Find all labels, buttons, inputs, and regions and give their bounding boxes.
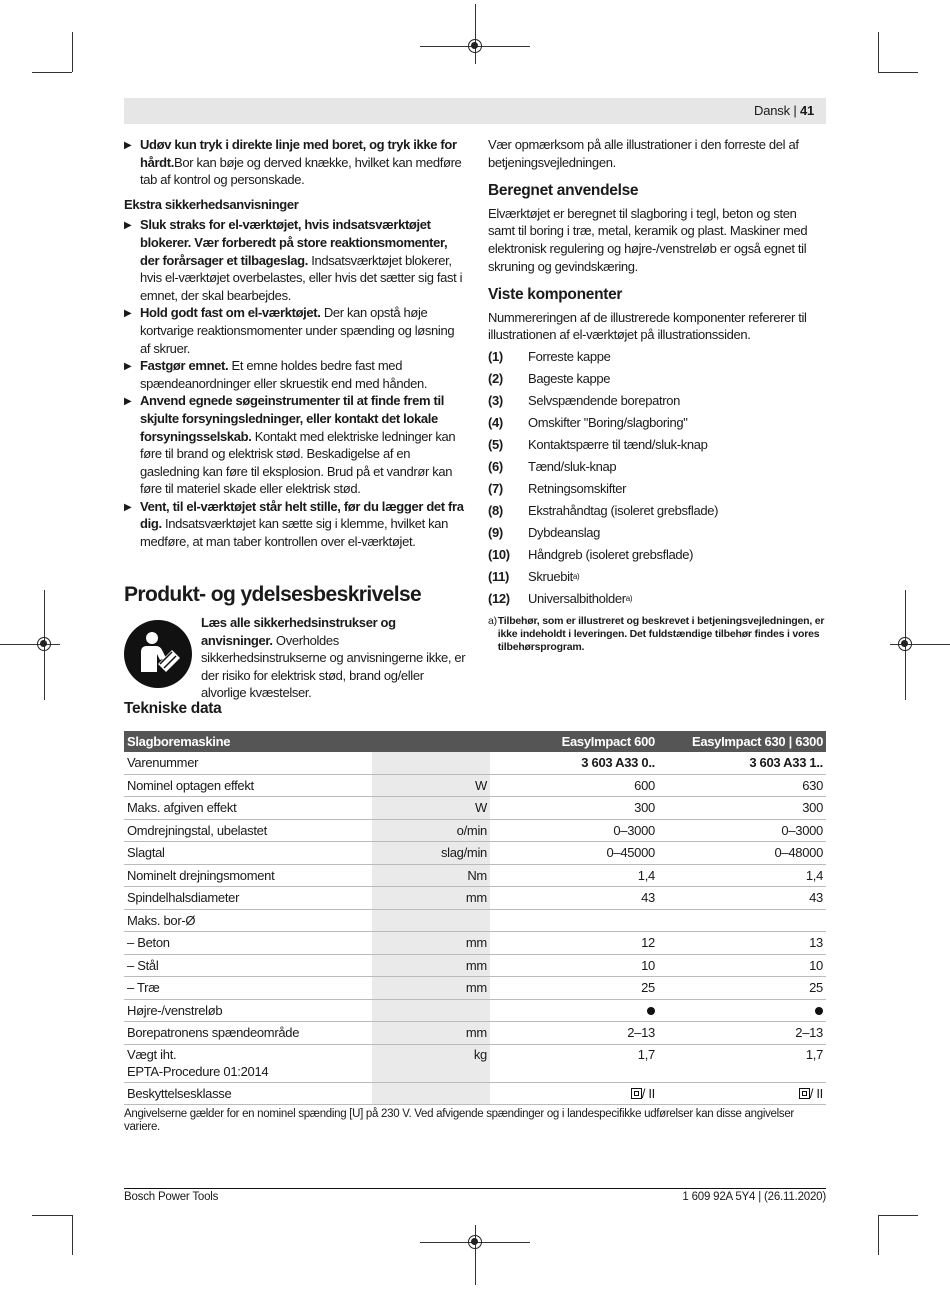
table-cell: 1,7: [658, 1044, 826, 1082]
table-cell: 43: [490, 887, 658, 910]
table-cell: 630: [658, 774, 826, 797]
table-cell: 2–13: [490, 1022, 658, 1045]
bullet-bold: Hold godt fast om el-værktøjet.: [140, 305, 321, 321]
table-cell: mm: [372, 1022, 490, 1045]
list-item: [488, 346, 826, 368]
list-item: (11) Skruebit a): [488, 569, 580, 585]
crop-mark: [72, 1215, 73, 1255]
row-label-2: EPTA-Procedure 01:2014: [127, 1063, 269, 1079]
table-row: [124, 752, 826, 774]
footnote-key: a): [488, 614, 497, 627]
safety-bullet: [124, 136, 466, 189]
bullet-text: Indsatsværktøjet kan sætte sig i klemme, hvilket kan medføre, at man taber kontrollen over el-værktøjet.: [140, 516, 449, 550]
crop-mark: [32, 72, 72, 73]
list-item: [488, 434, 826, 456]
table-cell: 10: [658, 954, 826, 977]
crop-mark: [0, 644, 60, 645]
page-header: [754, 103, 814, 118]
component-number: (10): [488, 547, 510, 563]
bullet-text: Et emne holdes bedre fast med spændeanordninger eller skruestik end med hånden.: [140, 358, 428, 391]
table-row: [124, 842, 826, 865]
crop-mark: [475, 4, 476, 64]
table-row: [124, 932, 826, 955]
component-number: (4): [488, 415, 503, 431]
table-row: [124, 774, 826, 797]
component-label: Skruebit: [528, 569, 573, 585]
table-cell: Nominelt drejningsmoment: [124, 864, 372, 887]
table-cell: 600: [490, 774, 658, 797]
table-cell: 300: [658, 797, 826, 820]
intended-use-text: Elværktøjet er beregnet til slagboring i tegl, beton og sten samt til boring i træ, metal, keramik og plast. Maskiner med elektronisk regulering og højre-/venstreløb er også egnet til skruning og gevindskæring.: [488, 205, 808, 274]
components-title: Viste komponenter: [488, 286, 623, 304]
component-label: Selvspændende borepatron: [528, 393, 681, 409]
intended-use-title: Beregnet anvendelse: [488, 182, 639, 200]
table-cell: – Beton: [124, 932, 372, 955]
table-cell: [658, 909, 826, 932]
table-cell: Nm: [372, 864, 490, 887]
table-cell: [372, 999, 490, 1022]
component-label: Forreste kappe: [528, 349, 611, 365]
component-label: Retningsomskifter: [528, 481, 627, 497]
bullet-dot-icon: [647, 1007, 655, 1015]
bullet-dot-icon: [815, 1007, 823, 1015]
table-row: [124, 864, 826, 887]
tech-data-title: Tekniske data: [124, 700, 222, 717]
components-intro: Nummereringen af de illustrerede komponenter refererer til illustrationen af el-værktøjet på illustrationssiden.: [488, 309, 807, 343]
component-label: Omskifter "Boring/slagboring": [528, 415, 688, 431]
table-cell: W: [372, 797, 490, 820]
table-header: EasyImpact 630 | 6300: [658, 731, 826, 752]
right-column: [488, 136, 826, 654]
protection-class-icon: [799, 1088, 810, 1099]
table-cell: 0–45000: [490, 842, 658, 865]
footer-brand: Bosch Power Tools: [124, 1191, 219, 1203]
list-item: [488, 544, 826, 566]
table-cell: Beskyttelsesklasse: [124, 1082, 372, 1105]
table-cell: 0–3000: [658, 819, 826, 842]
component-number: (3): [488, 393, 503, 409]
table-header-row: [124, 731, 826, 752]
safety-bullet: [124, 304, 466, 357]
bullet-text: Der kan opstå høje kortvarige reaktionsmomenter under spænding og løsning af skruer.: [140, 305, 455, 356]
table-cell: 43: [658, 887, 826, 910]
table-cell: Maks. afgiven effekt: [124, 797, 372, 820]
crop-mark: [32, 1215, 72, 1216]
table-cell: 1,4: [658, 864, 826, 887]
table-cell: 13: [658, 932, 826, 955]
component-number: (9): [488, 525, 503, 541]
safety-bullet: [124, 357, 466, 392]
table-cell: – Stål: [124, 954, 372, 977]
component-number: (7): [488, 481, 503, 497]
component-label: Kontaktspærre til tænd/sluk-knap: [528, 437, 708, 453]
table-cell: 12: [490, 932, 658, 955]
components-footnote: [488, 615, 826, 654]
safety-bullet: [124, 498, 466, 551]
protection-class-icon: [631, 1088, 642, 1099]
component-number: (1): [488, 349, 503, 365]
table-cell: [124, 1044, 372, 1082]
table-cell: o/min: [372, 819, 490, 842]
bullet-text: Indsatsværktøjet blokerer, hvis el-værktøjet overbelastes, eller hvis det sætter sig fast i emnet, der skal bearbejdes.: [140, 252, 463, 303]
table-cell: Højre-/venstreløb: [124, 999, 372, 1022]
table-cell: – Træ: [124, 977, 372, 1000]
footnote-text: Tilbehør, som er illustreret og beskrevet i betjeningsvejledningen, er ikke indeholdt i leveringen. Det fuldstændige tilbehør findes i vores tilbehørsprogram.: [497, 614, 825, 653]
table-cell: Nominel optagen effekt: [124, 774, 372, 797]
table-cell: Omdrejningstal, ubelastet: [124, 819, 372, 842]
table-header: EasyImpact 600: [490, 731, 658, 752]
safety-bullet: [124, 392, 466, 498]
bullet-bold: Anvend egnede søgeinstrumenter til at finde frem til skjulte forsyningsledninger, eller kontakt det lokale forsyningsselskab.: [140, 393, 444, 444]
component-label: Dybdeanslag: [528, 525, 601, 541]
table-cell: Varenummer: [124, 752, 372, 774]
table-cell: Borepatronens spændeområde: [124, 1022, 372, 1045]
list-item: (12) Universalbitholder a): [488, 591, 633, 607]
component-number: (6): [488, 459, 503, 475]
table-row: [124, 797, 826, 820]
table-cell: Slagtal: [124, 842, 372, 865]
table-cell: 1,7: [490, 1044, 658, 1082]
bullet-text: Kontakt med elektriske ledninger kan føre til brand og elektrisk stød. Beskadigelse af en gasledning kan føre til eksplosion. Brud på et vandrør kan føre til materiel skade eller elektrisk stød.: [140, 428, 456, 497]
crop-mark: [878, 1215, 879, 1255]
table-row: [124, 1022, 826, 1045]
component-label: Universalbitholder: [528, 591, 626, 607]
registration-mark-icon: [898, 637, 912, 651]
component-number: (5): [488, 437, 503, 453]
table-cell: mm: [372, 977, 490, 1000]
table-row: [124, 1082, 826, 1105]
table-row: [124, 819, 826, 842]
row-label: Vægt iht.: [127, 1046, 177, 1062]
table-cell: 25: [490, 977, 658, 1000]
tech-data-table: [124, 731, 826, 1105]
component-number: (11): [488, 569, 510, 585]
table-cell: W: [372, 774, 490, 797]
left-column: [124, 136, 466, 551]
table-row: [124, 909, 826, 932]
table-cell: [372, 1082, 490, 1105]
table-cell: [372, 752, 490, 774]
table-row: [124, 954, 826, 977]
tech-rows: [124, 752, 826, 1044]
table-cell: [372, 909, 490, 932]
table-cell: 3 603 A33 0..: [490, 752, 658, 774]
footer-doc-id: 1 609 92A 5Y4 | (26.11.2020): [682, 1191, 826, 1203]
registration-mark-icon: [468, 1235, 482, 1249]
table-cell: 2–13: [658, 1022, 826, 1045]
table-header: [372, 731, 490, 752]
crop-mark: [475, 1225, 476, 1285]
table-cell: 0–3000: [490, 819, 658, 842]
table-cell: slag/min: [372, 842, 490, 865]
table-cell: mm: [372, 887, 490, 910]
header-language: Dansk: [754, 103, 790, 118]
list-item: [488, 390, 826, 412]
list-item: [488, 522, 826, 544]
bullet-bold: Fastgør emnet.: [140, 358, 229, 374]
component-label: Bageste kappe: [528, 371, 611, 387]
bullet-bold: Udøv kun tryk i direkte linje med boret, og tryk ikke for hårdt.: [140, 137, 457, 170]
table-cell: mm: [372, 954, 490, 977]
intro-text: Vær opmærksom på alle illustrationer i den forreste del af betjeningsvejledningen.: [488, 137, 799, 170]
crop-mark: [878, 72, 918, 73]
list-item: [488, 478, 826, 500]
list-item: [488, 456, 826, 478]
warning-bold: Læs alle sikkerhedsinstrukser og anvisninger.: [201, 615, 396, 648]
crop-mark: [878, 1215, 918, 1216]
footer-divider: [124, 1188, 826, 1189]
registration-mark-icon: [468, 39, 482, 53]
protection-value: / II: [641, 1085, 655, 1101]
table-row: [124, 887, 826, 910]
table-note: Angivelserne gælder for en nominel spænding [U] på 230 V. Ved afvigende spændinger og i landespecifikke udførelser kan disse angivelser variere.: [124, 1108, 794, 1133]
table-cell: [490, 999, 658, 1022]
component-label: Håndgreb (isoleret grebsflade): [528, 547, 694, 563]
table-cell: 300: [490, 797, 658, 820]
table-cell: [490, 909, 658, 932]
table-row: [124, 999, 826, 1022]
component-label: Tænd/sluk-knap: [528, 459, 617, 475]
table-cell: [658, 999, 826, 1022]
table-cell: 3 603 A33 1..: [658, 752, 826, 774]
table-cell: kg: [372, 1044, 490, 1082]
component-number: (2): [488, 371, 503, 387]
component-label: Ekstrahåndtag (isoleret grebsflade): [528, 503, 719, 519]
components-list: [488, 346, 826, 610]
component-number: (12): [488, 591, 510, 607]
header-bar: [124, 98, 826, 124]
protection-value: / II: [809, 1085, 823, 1101]
list-item: [488, 500, 826, 522]
safety-bullet: [124, 216, 466, 304]
component-number: (8): [488, 503, 503, 519]
table-cell: [490, 1082, 658, 1105]
table-cell: 1,4: [490, 864, 658, 887]
bullet-text: Bor kan bøje og derved knække, hvilket kan medføre tab af kontrol og personskade.: [140, 154, 462, 188]
bullet-bold: Sluk straks for el-værktøjet, hvis indsatsværktøjet blokerer. Vær forberedt på store reaktionsmomenter, der forårsager et tilbageslag.: [140, 217, 448, 268]
table-row: [124, 1044, 826, 1082]
subheading: Ekstra sikkerhedsanvisninger: [124, 196, 299, 212]
list-item: [488, 368, 826, 390]
table-cell: [658, 1082, 826, 1105]
bullet-bold: Vent, til el-værktøjet står helt stille, før du lægger det fra dig.: [140, 498, 464, 532]
list-item: [488, 412, 826, 434]
table-cell: Maks. bor-Ø: [124, 909, 372, 932]
table-cell: Spindelhalsdiameter: [124, 887, 372, 910]
registration-mark-icon: [37, 637, 51, 651]
page-number: 41: [799, 103, 814, 118]
table-cell: mm: [372, 932, 490, 955]
section-title: Produkt- og ydelsesbeskrivelse: [124, 583, 422, 606]
table-cell: 0–48000: [658, 842, 826, 865]
warning-text: [201, 614, 466, 702]
crop-mark: [72, 32, 73, 72]
table-cell: 25: [658, 977, 826, 1000]
crop-mark: [878, 32, 879, 72]
table-row: [124, 977, 826, 1000]
warning-body: Overholdes sikkerhedsinstrukserne og anvisningerne ikke, er der risiko for elektrisk stød, brand og/eller alvorlige kvæstelser.: [201, 632, 466, 701]
table-cell: 10: [490, 954, 658, 977]
header-separator: |: [793, 103, 797, 118]
read-manual-icon: [124, 620, 192, 688]
table-header: Slagboremaskine: [124, 731, 372, 752]
